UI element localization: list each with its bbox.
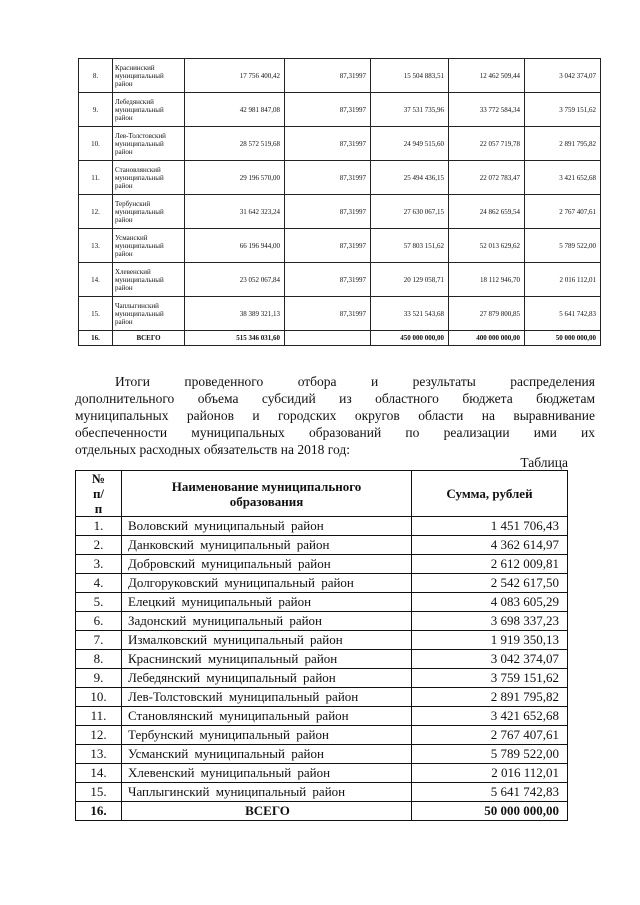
header-name: Наименование муниципального образования <box>122 471 412 517</box>
header-sum: Сумма, рублей <box>412 471 568 517</box>
table-row <box>79 263 601 297</box>
cell-sum: 3 421 652,68 <box>412 707 568 726</box>
cell-d: 33 521 543,68 <box>371 297 449 331</box>
cell-n: 9. <box>79 93 113 127</box>
cell-c: 87,31997 <box>285 195 371 229</box>
cell-name: Хлевенский муниципальный район <box>113 263 185 297</box>
cell-n: 13. <box>76 745 122 764</box>
cell-name: Краснинский муниципальный район <box>113 59 185 93</box>
cell-name: Воловский муниципальный район <box>122 517 412 536</box>
table-row <box>76 593 568 612</box>
table-row <box>79 93 601 127</box>
header-row <box>76 471 568 517</box>
cell-name: Чаплыгинский муниципальный район <box>113 297 185 331</box>
cell-c: 87,31997 <box>285 59 371 93</box>
paragraph-line: обеспеченности муниципальных образований по реализации ими их <box>75 425 595 440</box>
cell-d: 15 504 883,51 <box>371 59 449 93</box>
cell-e: 400 000 000,00 <box>449 331 525 346</box>
cell-n: 12. <box>76 726 122 745</box>
cell-d: 37 531 735,96 <box>371 93 449 127</box>
cell-n: 4. <box>76 574 122 593</box>
cell-e: 18 112 946,70 <box>449 263 525 297</box>
cell-name: Елецкий муниципальный район <box>122 593 412 612</box>
cell-name: Задонский муниципальный район <box>122 612 412 631</box>
cell-sum: 4 083 605,29 <box>412 593 568 612</box>
cell-name: Усманский муниципальный район <box>122 745 412 764</box>
cell-name: Усманский муниципальный район <box>113 229 185 263</box>
cell-n: 8. <box>76 650 122 669</box>
cell-name: Лев-Толстовский муниципальный район <box>122 688 412 707</box>
cell-e: 52 013 629,62 <box>449 229 525 263</box>
table-row <box>79 195 601 229</box>
cell-f: 2 767 407,61 <box>525 195 601 229</box>
cell-sum: 1 919 350,13 <box>412 631 568 650</box>
cell-n: 8. <box>79 59 113 93</box>
cell-e: 24 862 659,54 <box>449 195 525 229</box>
cell-d: 27 630 067,15 <box>371 195 449 229</box>
cell-n: 14. <box>76 764 122 783</box>
cell-a: 66 196 944,00 <box>185 229 285 263</box>
table-row <box>79 127 601 161</box>
cell-n: 13. <box>79 229 113 263</box>
cell-name: Лебедянский муниципальный район <box>122 669 412 688</box>
cell-a: 38 389 321,13 <box>185 297 285 331</box>
cell-sum: 2 542 617,50 <box>412 574 568 593</box>
cell-a: 515 346 031,60 <box>185 331 285 346</box>
cell-sum: 3 698 337,23 <box>412 612 568 631</box>
cell-n: 9. <box>76 669 122 688</box>
cell-d: 450 000 000,00 <box>371 331 449 346</box>
cell-name: Чаплыгинский муниципальный район <box>122 783 412 802</box>
cell-a: 17 756 400,42 <box>185 59 285 93</box>
cell-name: Хлевенский муниципальный район <box>122 764 412 783</box>
cell-n: 16. <box>76 802 122 821</box>
cell-e: 22 057 719,78 <box>449 127 525 161</box>
cell-a: 42 981 847,08 <box>185 93 285 127</box>
table-row <box>76 707 568 726</box>
table-row <box>76 517 568 536</box>
cell-name: Тербунский муниципальный район <box>122 726 412 745</box>
cell-n: 5. <box>76 593 122 612</box>
cell-sum: 2 767 407,61 <box>412 726 568 745</box>
cell-e: 27 879 800,85 <box>449 297 525 331</box>
cell-c: 87,31997 <box>285 297 371 331</box>
cell-d: 25 494 436,15 <box>371 161 449 195</box>
cell-d: 24 949 515,60 <box>371 127 449 161</box>
cell-n: 15. <box>76 783 122 802</box>
continuation-table <box>78 58 601 346</box>
cell-a: 28 572 519,68 <box>185 127 285 161</box>
table-row <box>76 631 568 650</box>
cell-e: 33 772 584,34 <box>449 93 525 127</box>
cell-n: 2. <box>76 536 122 555</box>
cell-name: ВСЕГО <box>113 331 185 346</box>
table-row <box>76 764 568 783</box>
cell-a: 23 052 067,84 <box>185 263 285 297</box>
cell-c <box>285 331 371 346</box>
table-row <box>76 612 568 631</box>
cell-sum: 3 759 151,62 <box>412 669 568 688</box>
cell-n: 12. <box>79 195 113 229</box>
total-row <box>79 331 601 346</box>
cell-sum: 2 612 009,81 <box>412 555 568 574</box>
cell-sum: 5 641 742,83 <box>412 783 568 802</box>
table-caption: Таблица <box>520 455 568 470</box>
cell-name: Тербунский муниципальный район <box>113 195 185 229</box>
table-row <box>76 555 568 574</box>
cell-name: Краснинский муниципальный район <box>122 650 412 669</box>
cell-c: 87,31997 <box>285 161 371 195</box>
table-row <box>76 688 568 707</box>
cell-n: 14. <box>79 263 113 297</box>
cell-n: 6. <box>76 612 122 631</box>
cell-f: 3 759 151,62 <box>525 93 601 127</box>
cell-n: 1. <box>76 517 122 536</box>
cell-a: 31 642 323,24 <box>185 195 285 229</box>
cell-a: 29 196 570,00 <box>185 161 285 195</box>
cell-n: 11. <box>79 161 113 195</box>
table-row <box>76 783 568 802</box>
paragraph-line: дополнительного объема субсидий из областного бюджета бюджетам <box>75 391 595 406</box>
cell-name: ВСЕГО <box>122 802 412 821</box>
cell-name: Долгоруковский муниципальный район <box>122 574 412 593</box>
table-row <box>76 574 568 593</box>
paragraph-line: отдельных расходных обязательств на 2018 год: <box>75 442 350 457</box>
cell-sum: 1 451 706,43 <box>412 517 568 536</box>
cell-f: 2 891 795,82 <box>525 127 601 161</box>
cell-f: 50 000 000,00 <box>525 331 601 346</box>
cell-n: 11. <box>76 707 122 726</box>
cell-name: Становлянский муниципальный район <box>113 161 185 195</box>
cell-f: 5 789 522,00 <box>525 229 601 263</box>
table-row <box>79 297 601 331</box>
cell-sum: 5 789 522,00 <box>412 745 568 764</box>
header-num: № п/п <box>76 471 122 517</box>
table-row <box>76 669 568 688</box>
cell-n: 10. <box>79 127 113 161</box>
table-row <box>76 726 568 745</box>
cell-sum: 3 042 374,07 <box>412 650 568 669</box>
cell-name: Данковский муниципальный район <box>122 536 412 555</box>
cell-f: 2 016 112,01 <box>525 263 601 297</box>
cell-c: 87,31997 <box>285 263 371 297</box>
cell-n: 7. <box>76 631 122 650</box>
cell-f: 3 421 652,68 <box>525 161 601 195</box>
cell-name: Измалковский муниципальный район <box>122 631 412 650</box>
cell-name: Становлянский муниципальный район <box>122 707 412 726</box>
cell-sum: 4 362 614,97 <box>412 536 568 555</box>
cell-n: 3. <box>76 555 122 574</box>
cell-d: 57 803 151,62 <box>371 229 449 263</box>
cell-d: 20 129 058,71 <box>371 263 449 297</box>
cell-n: 16. <box>79 331 113 346</box>
cell-c: 87,31997 <box>285 93 371 127</box>
table-row <box>79 161 601 195</box>
cell-n: 15. <box>79 297 113 331</box>
table-row <box>76 536 568 555</box>
cell-c: 87,31997 <box>285 229 371 263</box>
cell-e: 22 072 783,47 <box>449 161 525 195</box>
cell-sum: 50 000 000,00 <box>412 802 568 821</box>
table-row <box>79 59 601 93</box>
table-row <box>76 650 568 669</box>
cell-e: 12 462 509,44 <box>449 59 525 93</box>
cell-f: 5 641 742,83 <box>525 297 601 331</box>
intro-paragraph <box>75 373 595 458</box>
cell-sum: 2 016 112,01 <box>412 764 568 783</box>
cell-name: Лев-Толстовский муниципальный район <box>113 127 185 161</box>
cell-sum: 2 891 795,82 <box>412 688 568 707</box>
cell-name: Лебедянский муниципальный район <box>113 93 185 127</box>
paragraph-line: муниципальных районов и городских округов области на выравнивание <box>75 408 595 423</box>
table-row <box>76 745 568 764</box>
distribution-table <box>75 470 568 821</box>
cell-c: 87,31997 <box>285 127 371 161</box>
cell-name: Добровский муниципальный район <box>122 555 412 574</box>
cell-n: 10. <box>76 688 122 707</box>
paragraph-line: Итоги проведенного отбора и результаты распределения <box>115 374 595 389</box>
total-row <box>76 802 568 821</box>
table-row <box>79 229 601 263</box>
cell-f: 3 042 374,07 <box>525 59 601 93</box>
